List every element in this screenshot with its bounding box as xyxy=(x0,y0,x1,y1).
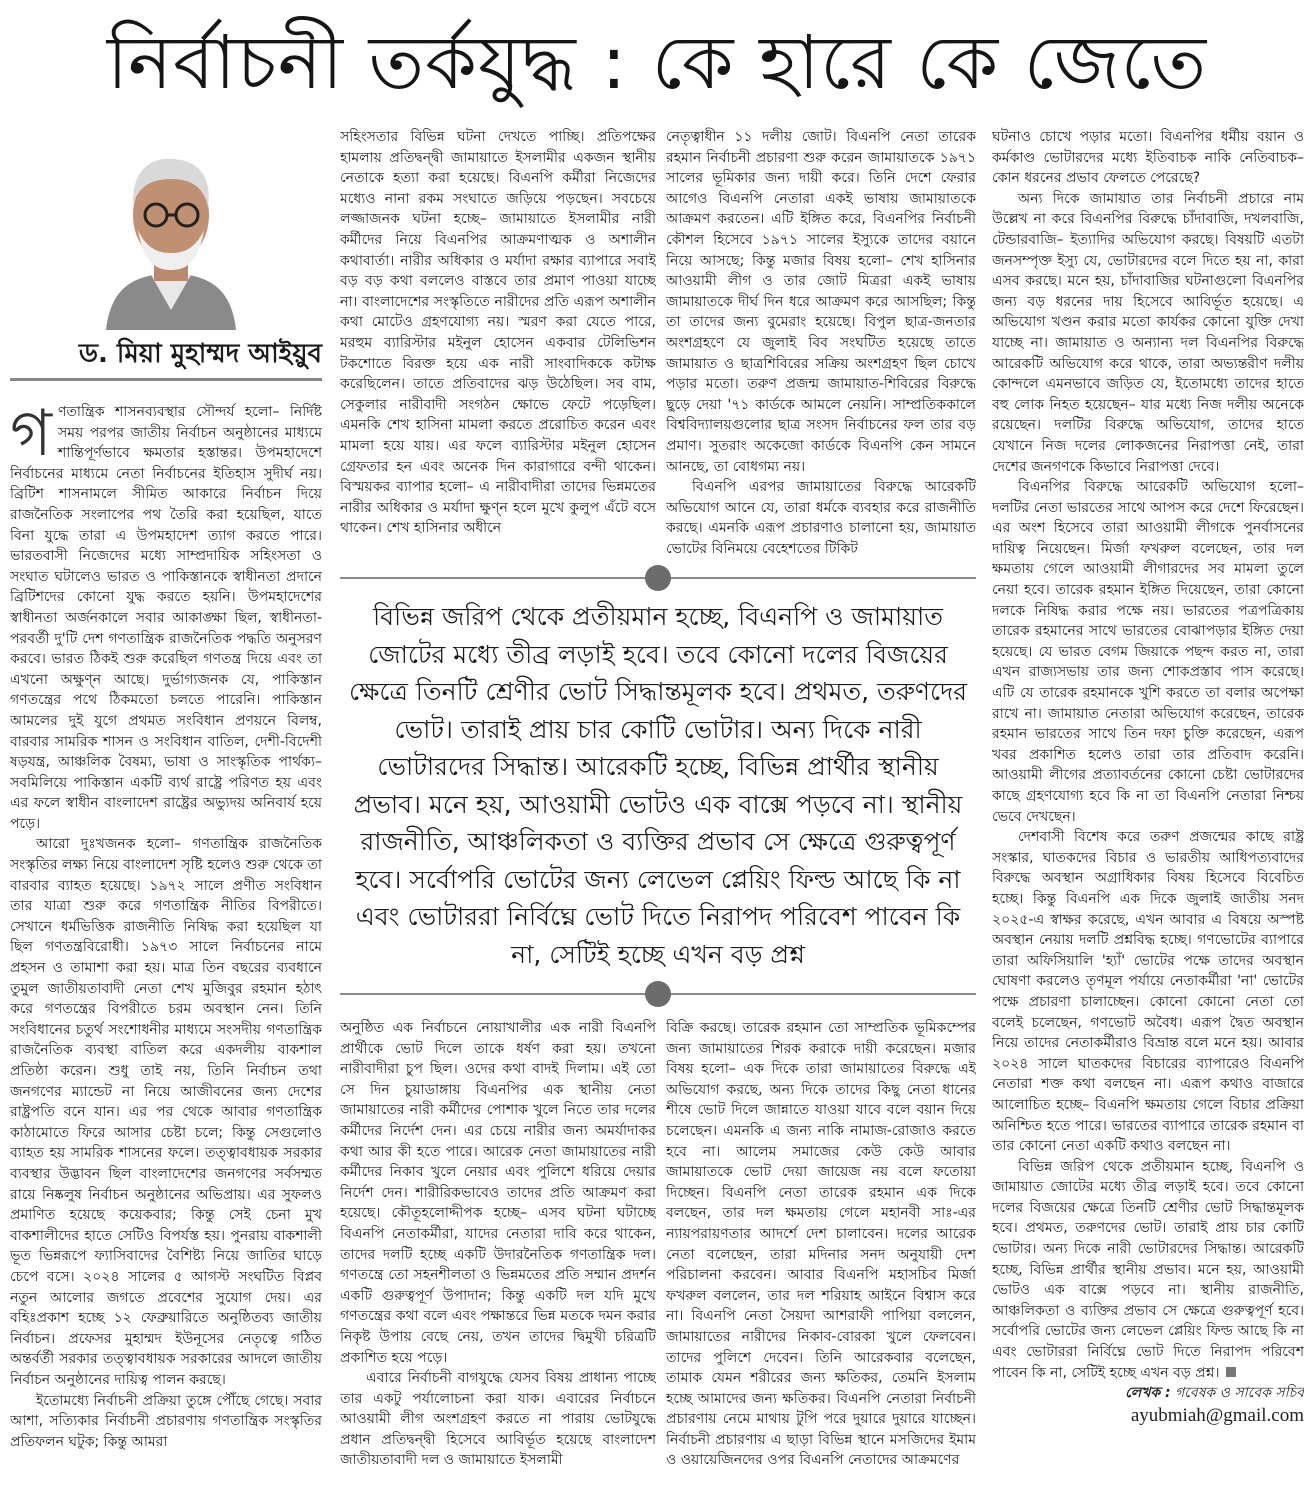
quote-top-dot xyxy=(645,565,671,591)
paragraph: অনুষ্ঠিত এক নির্বাচনে নোয়াখালীর এক নারী বিএনপি প্রার্থীকে ভোট দিলে তাকে ধর্ষণ করা হয়। তখনো নারীবাদীরা চুপ ছিল। ওদের কথা বাদই দিলাম। এই তো সে দিন চুয়াডাঙ্গায় বিএনপির এক স্থানীয় নেতা জামায়াতের নারী কর্মীদের পোশাক খুলে নিতে তার দলের কর্মীদের নির্দেশ দেন। এর চেয়ে নারীর জন্য অমর্যাদাকর কথা আর কী হতে পারে। আরেক নেতা জামায়াতের নারী কর্মীদের নিকাব খুলে নেয়ার এবং পুলিশে ধরিয়ে দেয়ার নির্দেশ দেন। শারীরিকভাবেও তাদের প্রতি আক্রমণ করা হয়েছে। কৌতূহলোদ্দীপক হচ্ছে– এসব ঘটনা ঘটাচ্ছে বিএনপি নেতাকর্মীরা, যাদের নেতারা দাবি করে থাকেন, তাদের দলটি হচ্ছে একটি উদারনৈতিক গণতান্ত্রিক দল। গণতন্ত্রে তো সহনশীলতা ও ভিন্নমতের প্রতি সম্মান প্রদর্শন একটি গুরুত্বপূর্ণ উপাদান; কিন্তু একটি দল যদি মুখে গণতন্ত্রের কথা বলে এবং পক্ষান্তরে ভিন্ন মতকে দমন করার নিকৃষ্ট উপায় বেছে নেয়, তখন তাদের দ্বিমুখী চরিত্রটি প্রকাশিত হয়ে পড়ে। xyxy=(340,1020,656,1366)
byline-label: লেখক : xyxy=(1125,1385,1171,1402)
column-3-top xyxy=(666,127,976,562)
paragraph: ইতোমধ্যে নির্বাচনী প্রক্রিয়া তুঙ্গে পৌঁছে গেছে। সবার আশা, সত্যিকার নির্বাচনী প্রচারণায় গণতান্ত্রিক সংস্কৃতির প্রতিফলন ঘটুক; কিন্তু আমরা xyxy=(10,1392,322,1450)
author-photo xyxy=(96,135,246,330)
column-3-bottom xyxy=(666,1018,976,1494)
paragraph: বিভিন্ন জরিপ থেকে প্রতীয়মান হচ্ছে, বিএনপি ও জামায়াত জোটের মধ্যে তীব্র লড়াই হবে। তবে কোনো দলের বিজয়ের ক্ষেত্রে তিনটি শ্রেণীর ভোট সিদ্ধান্তমূলক হবে। প্রথমত, তরুণদের ভোট। তারাই প্রায় চার কোটি ভোটার। অন্য দিকে নারী ভোটারদের সিদ্ধান্ত। আরেকটি হচ্ছে, বিভিন্ন প্রার্থীর স্থানীয় প্রভাব। মনে হয়, আওয়ামী ভোটও এক বাক্সে পড়বে না। স্থানীয় রাজনীতি, আঞ্চলিকতা ও ব্যক্তির প্রভাব সে ক্ষেত্রে গুরুত্বপূর্ণ হবে। সর্বোপরি ভোটের জন্য লেভেল প্লেয়িং ফিল্ড আছে কি না এবং ভোটাররা নির্বিঘ্নে ভোট দিতে নিরাপদ পরিবেশ পাবেন কি না, সেটিই হচ্ছে এখন বড় প্রশ্ন। xyxy=(992,1158,1304,1381)
byline xyxy=(992,1383,1304,1404)
paragraph: বিক্রি করছে। তারেক রহমান তো সাম্প্রতিক ভূমিকম্পের জন্য জামায়াতের শিরক করাকে দায়ী করেছেন। মজার বিষয় হলো– এক দিকে তারা জামায়াতের বিরুদ্ধে এই অভিযোগ করছে, অন্য দিকে তাদের কিছু নেতা ধানের শীষে ভোট দিলে জান্নাতে যাওয়া যাবে বলে বয়ান দিয়ে চলেছেন। এমনকি এ জন্য নাকি নামাজ-রোজাও করতে হবে না। আলেম সমাজের কেউ কেউ আবার জামায়াতকে ভোট দেয়া জায়েজ নয় বলে ফতোয়া দিচ্ছেন। বিএনপি নেতা তারেক রহমান এক দিকে বলছেন, তার দল ক্ষমতায় গেলে মহানবী সাঃ-এর ন্যায়পরায়ণতার আদর্শে দেশ চালাবেন। দলের আরেক নেতা বলেছেন, তারা মদিনার সনদ অনুযায়ী দেশ পরিচালনা করবেন। আবার বিএনপি মহাসচিব মির্জা ফখরুল বললেন, তার দল শরিয়াহ আইনে বিশ্বাস করে না। বিএনপি নেতা সৈয়দা আশরাফী পাপিয়া বললেন, জামায়াতের নারীদের নিকাব-বোরকা খুলে ফেলবেন। তাদের পুলিশে দেবেন। তিনি আরেকবার বলেছেন, তামাক যেমন শরীরের জন্য ক্ষতিকর, তেমনি ইসলাম হচ্ছে আমাদের জন্য ক্ষতিকর। বিএনপি নেতারা নির্বাচনী প্রচারণায় নেমে মাথায় টুপি পরে দুয়ারে দুয়ারে যাচ্ছেন। নির্বাচনী প্রচারণায় এ ছাড়া বিভিন্ন স্থানে মসজিদের ইমাম ও ওয়ায়েজিনদের ওপর বিএনপি নেতাদের আক্রমণের xyxy=(666,1020,976,1469)
paragraph: অন্য দিকে জামায়াত তার নির্বাচনী প্রচারে নাম উল্লেখ না করে বিএনপির বিরুদ্ধে চাঁদাবাজি, দখলবাজি, টেন্ডারবাজি– ইত্যাদির অভিযোগ করছে। বিষয়টি এতটা জনসম্পৃক্ত ইস্যু যে, ভোটারদের বলে দিতে হয় না, কারা এসব করছে। মনে হয়, চাঁদাবাজির ঘটনাগুলো বিএনপির জন্য বড় ধরনের দায় হিসেবে আবির্ভূত হয়েছে। এ অভিযোগ খণ্ডন করার মতো কার্যকর কোনো যুক্তি দেখা যাচ্ছে না। জামায়াত ও অন্যান্য দল বিএনপির বিরুদ্ধে আরেকটি অভিযোগ করে থাকে, তারা অভ্যন্তরীণ দলীয় কোন্দলে এমনভাবে জড়িত যে, ইতোমধ্যে তাদের হাতে বহু লোক নিহত হয়েছেন– যার মধ্যে নিজ দলীয় অনেকে রয়েছেন। দলটির বিরুদ্ধে অভিযোগ, তাদের হাতে যেখানে নিজ দলের লোকজনের নিরাপত্তা নেই, তারা দেশের জনগণকে কিভাবে নিরাপত্তা দেবে। xyxy=(992,190,1304,475)
headline: নির্বাচনী তর্কযুদ্ধ : কে হারে কে জেতে xyxy=(106,20,1208,106)
drop-cap: গ xyxy=(10,402,52,471)
paragraph: দেশবাসী বিশেষ করে তরুণ প্রজন্মের কাছে রাষ্ট্র সংস্কার, ঘাতকদের বিচার ও ভারতীয় আধিপত্যবাদের বিরুদ্ধে অবস্থান অগ্রাধিকার বিষয় হিসেবে বিবেচিত হচ্ছে। কিন্তু বিএনপি এক দিকে জুলাই জাতীয় সনদ ২০২৫-এ স্বাক্ষর করেছে, এখন আবার এ বিষয়ে অস্পষ্ট অবস্থান নেয়ায় দলটি প্রশ্নবিদ্ধ হচ্ছে। গণভোটের ব্যাপারে তারা অফিসিয়ালি 'হ্যাঁ' ভোটের পক্ষে তাদের অবস্থান ঘোষণা করলেও তৃণমূল পর্যায়ে নেতাকর্মীরা 'না' ভোটের পক্ষে প্রচারণা চালাচ্ছেন। কোনো কোনো নেতা তো বলেই চলেছেন, গণভোট অবৈধ। এরূপ দ্বৈত অবস্থান নিয়ে তাদের নেতাকর্মীরাও বিভ্রান্ত বলে মনে হয়। আবার ২০২৪ সালে ঘাতকদের বিচারের ব্যাপারেও বিএনপি নেতারা শক্ত কথা বলছেন না। এরূপ কথাও বাজারে আলোচিত হচ্ছে– বিএনপি ক্ষমতায় গেলে বিচার প্রক্রিয়া অনিশ্চিত হতে পারে। ভারতের ব্যাপারে তারেক রহমান বা তার কোনো নেতা একটি কথাও বলছেন না। xyxy=(992,829,1304,1155)
author-name: ড. মিয়া মুহাম্মদ আইয়ুব xyxy=(78,339,322,369)
paragraph: বিএনপির বিরুদ্ধে আরেকটি অভিযোগ হলো– দলটির নেতা ভারতের সাথে আপস করে দেশে ফিরেছেন। এর অংশ হিসেবে তারা আওয়ামী লীগকে পুনর্বাসনের দায়িত্ব নিয়েছেন। মির্জা ফখরুল বলেছেন, তার দল ক্ষমতায় গেলে আওয়ামী লীগারদের সব মামলা তুলে নেয়া হবে। তারেক রহমান ইঙ্গিত দিয়েছেন, তারা কোনো দলকে নিষিদ্ধ করার পক্ষে নয়। ভারতের পত্রপত্রিকায় তারেক রহমানের সাথে ভারতের বোঝাপড়ার ইঙ্গিত দেয়া হয়েছে। যে ভারত বেগম জিয়াকে পছন্দ করত না, তারা এখন রাজ্যসভায় তার জন্য শোকপ্রস্তাব পাস করেছে। এটি যে তারেক রহমানকে খুশি করতে তা বলার অপেক্ষা রাখে না। জামায়াত নেতারা অভিযোগ করেছেন, তারেক রহমান ভারতের সাথে তিন দফা চুক্তি করেছেন, এরূপ খবর প্রকাশিত হলেও তারা তার প্রতিবাদ করেনি। আওয়ামী লীগের প্রত্যাবর্তনের কোনো চেষ্টা ভোটারদের কাছে গ্রহণযোগ্য হবে কি না তা বিএনপি নেতারা নিশ্চয় ভেবে দেখছেন। xyxy=(992,479,1304,825)
paragraph: ঘটনাও চোখে পড়ার মতো। বিএনপির ধর্মীয় বয়ান ও কর্মকাণ্ড ভোটারদের মধ্যে ইতিবাচক নাকি নেতিবাচক– কোন ধরনের প্রভাব ফেলতে পেরেছে? xyxy=(992,129,1304,187)
paragraph: বিএনপি এরপর জামায়াতের বিরুদ্ধে আরেকটি অভিযোগ আনে যে, তারা ধর্মকে ব্যবহার করে রাজনীতি করছে। এমনকি এরূপ প্রচারণাও চালানো হয়, জামায়াত ভোটের বিনিময়ে বেহেশতের টিকিট xyxy=(666,479,976,557)
column-1 xyxy=(10,402,322,1494)
paragraph: আরো দুঃখজনক হলো– গণতান্ত্রিক রাজনৈতিক সংস্কৃতির লক্ষ্য নিয়ে বাংলাদেশ সৃষ্টি হলেও শুরু থেকে তা বারবার ব্যাহত হয়েছে। ১৯৭২ সালে প্রণীত সংবিধান তার যাত্রা শুরু করে গণতান্ত্রিক নীতির বিপরীতে। সেখানে ধর্মভিত্তিক রাজনীতি নিষিদ্ধ করা হয়েছিল যা ছিল গণতন্ত্রবিরোধী। ১৯৭৩ সালে নির্বাচনের নামে প্রহসন ও তামাশা করা হয়। মাত্র তিন বছরের ব্যবধানে তুমুল জাতীয়তাবাদী নেতা শেখ মুজিবুর রহমান হঠাৎ করে গণতন্ত্রের বিপরীতে চরম অবস্থান নেন। তিনি সংবিধানের চতুর্থ সংশোধনীর মাধ্যমে সংসদীয় গণতান্ত্রিক রাজনৈতিক ব্যবস্থা বাতিল করে একদলীয় বাকশাল প্রতিষ্ঠা করেন। শুধু তাই নয়, তিনি নির্বাচন তথা জনগণের ম্যান্ডেট না নিয়ে আজীবনের জন্য দেশের রাষ্ট্রপতি বনে যান। এর পর থেকে আবার গণতান্ত্রিক কাঠামোতে ফিরে আসার চেষ্টা চলে; কিন্তু সেগুলোও ব্যাহত হয় সামরিক শাসনের ফলে। তত্ত্বাবধায়ক সরকার ব্যবস্থার উদ্ভাবন ছিল বাংলাদেশের জনগণের সর্বসম্মত রায়ে নিষ্কলুষ নির্বাচন অনুষ্ঠানের অভিপ্রায়। এর সুফলও প্রমাণিত হয়েছে কয়েকবার; কিন্তু সেই চেনা মুখ বাকশালীদের হাতে সেটিও বিপর্যস্ত হয়। পুনরায় বাকশালী ভূত ভিন্নরূপে ফ্যাসিবাদের বৈশিষ্ট্য নিয়ে জাতির ঘাড়ে চেপে বসে। ২০২৪ সালের ৫ আগস্ট সংঘটিত বিপ্লব নতুন আলোর জগতে প্রবেশের সুযোগ দেয়। এর বহিঃপ্রকাশ হচ্ছে ১২ ফেব্রুয়ারিতে অনুষ্ঠিতব্য জাতীয় নির্বাচন। প্রফেসর মুহাম্মদ ইউনূসের নেতৃত্বে গঠিত অন্তর্বর্তী সরকার তত্ত্বাবধায়ক সরকারের আদলে জাতীয় নির্বাচন অনুষ্ঠানের দায়িত্ব পালন করছে। xyxy=(10,836,322,1388)
end-mark-icon xyxy=(1226,1367,1236,1377)
paragraph: সহিংসতার বিভিন্ন ঘটনা দেখতে পাচ্ছি। প্রতিপক্ষের হামলায় প্রতিদ্বন্দ্বী জামায়াতে ইসলামীর একজন স্থানীয় নেতাকে হত্যা করা হয়েছে। বিএনপি কর্মীরা নিজেদের মধ্যেও নানা রকম সংঘাতে জড়িয়ে পড়ছেন। সবচেয়ে লজ্জাজনক ঘটনা হচ্ছে– জামায়াতে ইসলামীর নারী কর্মীদের নিয়ে বিএনপির আক্রমণাত্মক ও অশালীন কথাবার্তা। নারীর অধিকার ও মর্যাদা রক্ষার ব্যাপারে সবাই বড় বড় কথা বললেও বাস্তবে তার প্রমাণ পাওয়া যাচ্ছে না। বাংলাদেশের সংস্কৃতিতে নারীদের প্রতি এরূপ অশালীন কথা মোটেও গ্রহণযোগ্য নয়। স্মরণ করা যেতে পারে, মরহুম ব্যারিস্টার মইনুল হোসেন একবার টেলিভিশন টকশোতে বিরক্ত হয়ে এক নারী সাংবাদিককে কটাক্ষ করেছিলেন। তাতে প্রতিবাদের ঝড় উঠেছিল। সব বাম, সেকুলার নারীবাদী সংগঠন ক্ষোভে ফেটে পড়েছিল। এমনকি শেখ হাসিনা মামলা করতে প্ররোচিত করেন এবং মামলা হয়ে যায়। এর ফলে ব্যারিস্টার মইনুল হোসেন গ্রেফতার হন এবং অনেক দিন কারাগারে বন্দী থাকেন। বিস্ময়কর ব্যাপার হলো– এ নারীবাদীরা তাদের ভিন্নমতের নারীর অধিকার ও মর্যাদা ক্ষুণ্ন হলে মুখে কুলুপ এঁটে বসে থাকেন। শেখ হাসিনার অধীনে xyxy=(340,129,656,537)
paragraph: ণতান্ত্রিক শাসনব্যবস্থার সৌন্দর্য হলো– নির্দিষ্ট সময় পরপর জাতীয় নির্বাচন অনুষ্ঠানের মাধ্যমে শান্তিপূর্ণভাবে ক্ষমতার হস্তান্তর। উপমহাদেশে নির্বাচনের মাধ্যমে নেতা নির্বাচনের ইতিহাস সুদীর্ঘ নয়। ব্রিটিশ শাসনামলে সীমিত আকারে নির্বাচন দিয়ে রাজনৈতিক সংলাপের পথ তৈরি করা হয়েছিল, যাতে বিনা যুদ্ধে তারা এ উপমহাদেশ ত্যাগ করতে পারে। ভারতবাসী নিজেদের মধ্যে সাম্প্রদায়িক সহিংসতা ও সংঘাত ঘটালেও ভারত ও পাকিস্তানকে স্বাধীনতা প্রদানে ব্রিটিশদের কোনো যুদ্ধ করতে হয়নি। উপমহাদেশের স্বাধীনতা অর্জনকালে সবার আকাঙ্ক্ষা ছিল, স্বাধীনতা-পরবর্তী দু'টি দেশ গণতান্ত্রিক রাজনৈতিক পদ্ধতি অনুসরণ করবে। ভারত ঠিকই শুরু করেছিল গণতন্ত্র দিয়ে এবং তা এখনো অক্ষুণ্ন আছে। দুর্ভাগ্যজনক যে, পাকিস্তান গণতন্ত্রের পথে ঠিকমতো চলতে পারেনি। পাকিস্তান আমলের দুই যুগে প্রথমত সংবিধান প্রণয়নে বিলম্ব, বারবার সামরিক শাসন ও সংবিধান বাতিল, দেশী-বিদেশী ষড়যন্ত্র, আঞ্চলিক বৈষম্য, ভাষা ও সাংস্কৃতিক পার্থক্য– সবমিলিয়ে পাকিস্তান একটি ব্যর্থ রাষ্ট্রে পরিণত হয় এবং এর ফলে স্বাধীন বাংলাদেশ রাষ্ট্রের অভ্যুদয় অনিবার্য হয়ে পড়ে। xyxy=(10,404,322,832)
author-divider xyxy=(10,378,322,381)
paragraph: এবারে নির্বাচনী বাগযুদ্ধে যেসব বিষয় প্রাধান্য পাচ্ছে তার একটু পর্যালোচনা করা যাক। এবারের নির্বাচনে আওয়ামী লীগ অংশগ্রহণ করতে না পারায় ভোটযুদ্ধে প্রধান প্রতিদ্বন্দ্বী হিসেবে আবির্ভূত হয়েছে বাংলাদেশ জাতীয়তাবাদী দল ও জামায়াতে ইসলামী xyxy=(340,1370,656,1469)
quote-bottom-dot xyxy=(645,981,671,1007)
column-2-bottom xyxy=(340,1018,656,1494)
byline-text: গবেষক ও সাবেক সচিব xyxy=(1175,1385,1304,1402)
column-4 xyxy=(992,127,1304,1494)
author-email[interactable]: ayubmiah@gmail.com xyxy=(1130,1404,1304,1426)
pull-quote: বিভিন্ন জরিপ থেকে প্রতীয়মান হচ্ছে, বিএনপি ও জামায়াত জোটের মধ্যে তীব্র লড়াই হবে। তবে কোনো দলের বিজয়ের ক্ষেত্রে তিনটি শ্রেণীর ভোট সিদ্ধান্তমূলক হবে। প্রথমত, তরুণদের ভোট। তারাই প্রায় চার কোটি ভোটার। অন্য দিকে নারী ভোটারদের সিদ্ধান্ত। আরেকটি হচ্ছে, বিভিন্ন প্রার্থীর স্থানীয় প্রভাব। মনে হয়, আওয়ামী ভোটও এক বাক্সে পড়বে না। স্থানীয় রাজনীতি, আঞ্চলিকতা ও ব্যক্তির প্রভাব সে ক্ষেত্রে গুরুত্বপূর্ণ হবে। সর্বোপরি ভোটের জন্য লেভেল প্লেয়িং ফিল্ড আছে কি না এবং ভোটাররা নির্বিঘ্নে ভোট দিতে নিরাপদ পরিবেশ পাবেন কি না, সেটিই হচ্ছে এখন বড় প্রশ্ন xyxy=(349,602,967,969)
column-2-top xyxy=(340,127,656,562)
paragraph: নেতৃত্বাধীন ১১ দলীয় জোট। বিএনপি নেতা তারেক রহমান নির্বাচনী প্রচারণা শুরু করেন জামায়াতকে ১৯৭১ সালের ভূমিকার জন্য দায়ী করে। তিনি দেশে ফেরার আগেও বিএনপি নেতারা একই ভাষায় জামায়াতকে আক্রমণ করতেন। এটি ইঙ্গিত করে, বিএনপির নির্বাচনী কৌশল হিসেবে ১৯৭১ সালের ইস্যুকে তাদের বয়ানে নিয়ে আসছে; কিন্তু মজার বিষয় হলো– শেখ হাসিনার আওয়ামী লীগ ও তার জোট মিত্ররা একই ভাষায় জামায়াতকে দীর্ঘ দিন ধরে আক্রমণ করে আসছিল; কিন্তু তা তাদের জন্য বুমেরাং হয়েছে। বিপুল ছাত্র-জনতার অংশগ্রহণে যে জুলাই বিব সংঘটিত হয়েছে তাতে জামায়াত ও ছাত্রশিবিরের সক্রিয় অংশগ্রহণ ছিল চোখে পড়ার মতো। তরুণ প্রজন্ম জামায়াত-শিবিরের বিরুদ্ধে ছুড়ে দেয়া '৭১ কার্ডকে আমলে নেয়নি। সাম্প্রতিককালে বিশ্ববিদ্যালয়গুলোর ছাত্র সংসদ নির্বাচনের ফল তার বড় প্রমাণ। সুতরাং অকেজো কার্ডকে বিএনপি কেন সামনে আনছে, তা বোধগম্য নয়। xyxy=(666,129,976,475)
